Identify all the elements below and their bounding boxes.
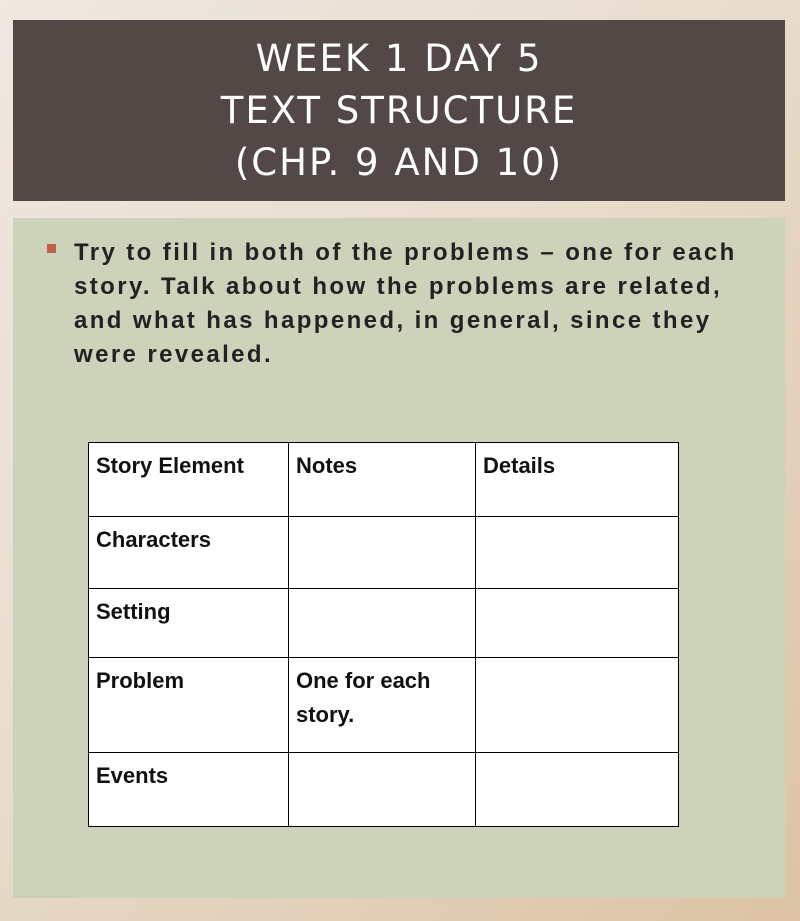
story-element-table <box>88 442 679 827</box>
cell-element-characters: Characters <box>89 517 289 589</box>
header-details: Details <box>476 443 679 517</box>
header-story-element: Story Element <box>89 443 289 517</box>
cell-notes-problem: One for each story. <box>289 658 476 753</box>
cell-element-problem: Problem <box>89 658 289 753</box>
table-row <box>89 753 679 827</box>
slide-title-band <box>13 20 785 201</box>
cell-notes-events <box>289 753 476 827</box>
cell-details-setting <box>476 589 679 658</box>
table-row <box>89 517 679 589</box>
cell-details-events <box>476 753 679 827</box>
bullet-item <box>47 236 767 372</box>
slide-title-line-2: TEXT STRUCTURE <box>220 88 578 132</box>
square-bullet-icon <box>47 244 56 253</box>
header-notes: Notes <box>289 443 476 517</box>
cell-element-events: Events <box>89 753 289 827</box>
slide-content-panel <box>13 218 785 898</box>
table-row <box>89 658 679 753</box>
cell-notes-characters <box>289 517 476 589</box>
bullet-text: Try to fill in both of the problems – one for each story. Talk about how the problems are related, and what has happened, in general, since they were revealed. <box>74 239 737 368</box>
cell-details-characters <box>476 517 679 589</box>
slide-title-line-1: WEEK 1 DAY 5 <box>255 36 543 80</box>
slide-title-line-3: (CHP. 9 AND 10) <box>234 140 564 184</box>
cell-details-problem <box>476 658 679 753</box>
cell-notes-setting <box>289 589 476 658</box>
cell-element-setting: Setting <box>89 589 289 658</box>
table-header-row <box>89 443 679 517</box>
table-row <box>89 589 679 658</box>
